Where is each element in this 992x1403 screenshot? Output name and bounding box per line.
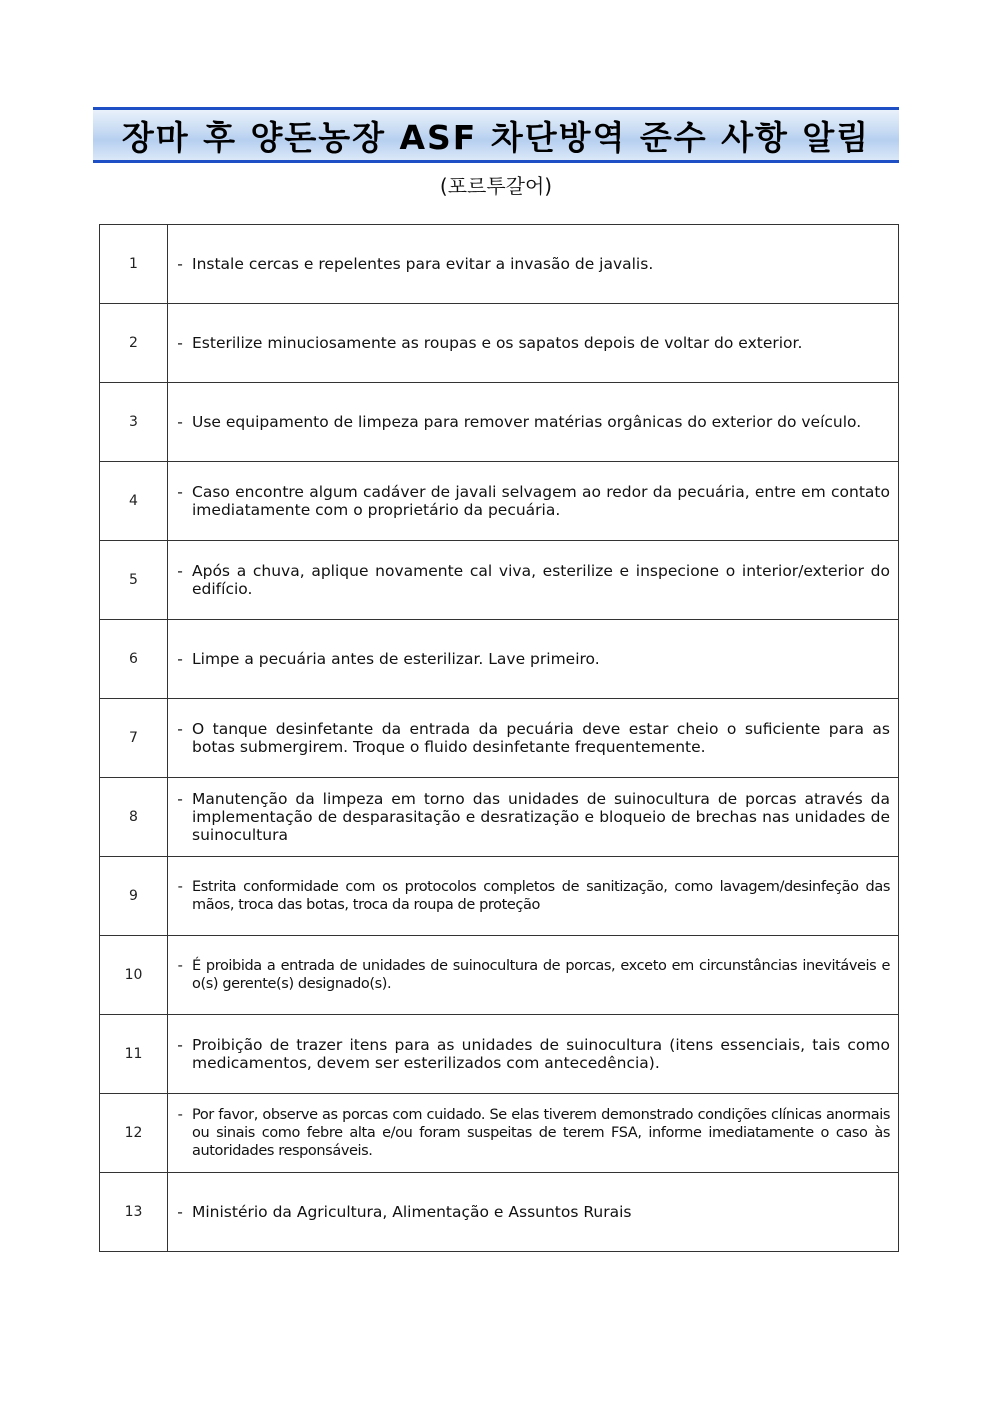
row-cell	[168, 857, 899, 936]
list-item	[168, 562, 890, 598]
row-cell	[168, 778, 899, 857]
row-number: 6	[100, 620, 168, 699]
page-subtitle: (포르투갈어)	[439, 174, 553, 198]
bullet-dash: -	[177, 720, 183, 738]
list-item	[168, 413, 890, 431]
row-text: O tanque desinfetante da entrada da pecuária deve estar cheio o suficiente para as botas submergirem. Troque o fluido desinfetante frequentemente.	[192, 720, 890, 756]
bullet-dash: -	[177, 790, 183, 808]
row-text: Após a chuva, aplique novamente cal viva, esterilize e inspecione o interior/exterior do edifício.	[192, 562, 890, 598]
table-row	[100, 383, 899, 462]
page-title: 장마 후 양돈농장 ASF 차단방역 준수 사항 알림	[121, 117, 871, 157]
bullet-dash: -	[177, 650, 183, 668]
table-row	[100, 462, 899, 541]
table-row	[100, 778, 899, 857]
rules-table	[99, 224, 899, 1252]
table-row	[100, 304, 899, 383]
list-item	[168, 650, 890, 668]
row-text: Ministério da Agricultura, Alimentação e Assuntos Rurais	[192, 1203, 632, 1221]
bullet-dash: -	[177, 483, 183, 501]
list-item	[168, 255, 890, 273]
row-text: Por favor, observe as porcas com cuidado. Se elas tiverem demonstrado condições clínicas anormais ou sinais como febre alta e/ou foram suspeitas de terem FSA, informe imediatamente o caso às autoridades responsáveis.	[192, 1107, 890, 1159]
table-row	[100, 1094, 899, 1173]
table-row	[100, 936, 899, 1015]
row-cell	[168, 699, 899, 778]
row-number: 7	[100, 699, 168, 778]
table-row	[100, 1015, 899, 1094]
table-row	[100, 699, 899, 778]
row-number: 1	[100, 225, 168, 304]
row-number: 11	[100, 1015, 168, 1094]
list-item	[168, 957, 890, 993]
row-text: Caso encontre algum cadáver de javali selvagem ao redor da pecuária, entre em contato imediatamente com o proprietário da pecuária.	[192, 483, 890, 519]
row-number: 4	[100, 462, 168, 541]
row-text: Limpe a pecuária antes de esterilizar. Lave primeiro.	[192, 650, 600, 668]
list-item	[168, 878, 890, 914]
bullet-dash: -	[177, 413, 183, 431]
table-row	[100, 857, 899, 936]
bullet-dash: -	[177, 1107, 183, 1123]
row-text: Estrita conformidade com os protocolos completos de sanitização, como lavagem/desinfeção das mãos, troca das botas, troca da roupa de proteção	[192, 879, 890, 913]
row-number: 8	[100, 778, 168, 857]
row-text: Esterilize minuciosamente as roupas e os sapatos depois de voltar do exterior.	[192, 334, 803, 352]
row-cell	[168, 936, 899, 1015]
row-cell	[168, 620, 899, 699]
row-cell	[168, 1015, 899, 1094]
bullet-dash: -	[177, 1036, 183, 1054]
list-item	[168, 1036, 890, 1072]
list-item	[168, 483, 890, 519]
row-text: Use equipamento de limpeza para remover matérias orgânicas do exterior do veículo.	[192, 413, 862, 431]
row-text: Proibição de trazer itens para as unidades de suinocultura (itens essenciais, tais como medicamentos, devem ser esterilizados com antecedência).	[192, 1036, 890, 1072]
row-number: 10	[100, 936, 168, 1015]
row-number: 13	[100, 1173, 168, 1252]
row-cell	[168, 304, 899, 383]
row-number: 12	[100, 1094, 168, 1173]
row-text: Instale cercas e repelentes para evitar a invasão de javalis.	[192, 255, 654, 273]
row-text: Manutenção da limpeza em torno das unidades de suinocultura de porcas através da implementação de desparasitação e desratização e bloqueio de brechas nas unidades de suinocultura	[192, 790, 890, 844]
row-cell	[168, 225, 899, 304]
row-cell	[168, 1094, 899, 1173]
row-number: 3	[100, 383, 168, 462]
bullet-dash: -	[177, 255, 183, 273]
row-number: 5	[100, 541, 168, 620]
row-cell	[168, 383, 899, 462]
row-number: 2	[100, 304, 168, 383]
title-banner	[93, 107, 899, 163]
list-item	[168, 720, 890, 756]
table-row	[100, 225, 899, 304]
bullet-dash: -	[177, 334, 183, 352]
row-number: 9	[100, 857, 168, 936]
row-text: É proibida a entrada de unidades de suinocultura de porcas, exceto em circunstâncias inevitáveis e o(s) gerente(s) designado(s).	[192, 958, 890, 992]
list-item	[168, 334, 890, 352]
table-row	[100, 541, 899, 620]
list-item	[168, 1106, 890, 1160]
list-item	[168, 790, 890, 844]
row-cell	[168, 462, 899, 541]
table-row	[100, 1173, 899, 1252]
bullet-dash: -	[177, 562, 183, 580]
row-cell	[168, 1173, 899, 1252]
bullet-dash: -	[177, 1203, 183, 1221]
bullet-dash: -	[177, 879, 183, 895]
row-cell	[168, 541, 899, 620]
list-item	[168, 1203, 890, 1221]
table-row	[100, 620, 899, 699]
bullet-dash: -	[177, 958, 183, 974]
